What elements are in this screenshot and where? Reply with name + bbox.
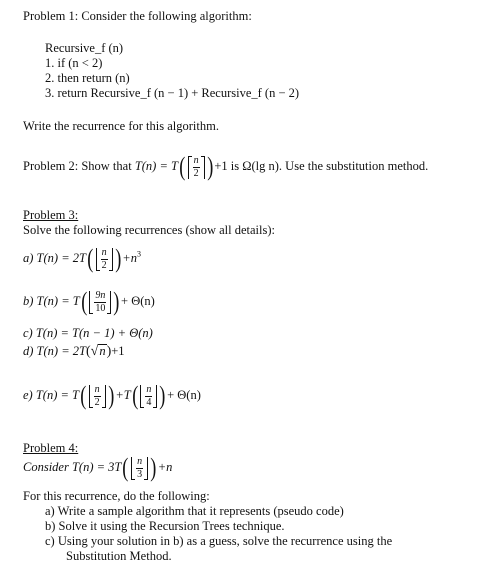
recurrence-d: d) T(n) = 2T(√n)+1 [23,344,125,359]
recurrence-d-lhs: d) T(n) = 2T [23,344,86,358]
recurrence-b: b) T(n) = T( $\frac{9n}{10}$ )+ Θ(n) [23,287,155,316]
problem-2-label: Problem 2: Show that [23,158,135,173]
recurrence-e-den-1: 2 [94,396,100,408]
recurrence-d-tail: +1 [111,344,125,358]
recurrence-a: a) T(n) = 2T( $\frac{n}{2}$ )$+n^3$ [23,244,141,273]
algorithm-line-1: 1. if (n < 2) [45,56,103,70]
recurrence-a-num: n [101,246,107,258]
problem-4-den: 3 [137,468,143,480]
problem-4-num: n [137,455,143,467]
problem-3-intro: Solve the following recurrences (show all details): [23,223,276,237]
recurrence-e-lhs: e) T(n) = T [23,387,79,402]
recurrence-e-num-2: n [146,383,152,395]
problem-4-title: Problem 4: [23,441,79,455]
algorithm-name: Recursive_f (n) [45,41,124,55]
problem-4-intro: For this recurrence, do the following: [23,489,210,503]
problem-3-title: Problem 3: [23,208,79,222]
problem-4-task-b: b) Solve it using the Recursion Trees technique. [45,519,285,533]
recurrence-e-tail: + Θ(n) [167,387,201,402]
problem-2-tail: +1 is Ω(lg n). Use the substitution method. [214,158,429,173]
recurrence-e-mid: +T [115,387,131,402]
algorithm-line-2: 2. then return (n) [45,71,130,85]
problem-4-lhs: Consider T(n) = 3T [23,459,122,474]
recurrence-e-num-1: n [94,383,100,395]
recurrence-b-lhs: b) T(n) = T [23,293,80,308]
recurrence-a-den: 2 [101,259,107,271]
recurrence-c: c) T(n) = T(n − 1) + Θ(n) [23,326,153,340]
problem-4-recurrence: Consider T(n) = 3T( $\frac{n}{3}$ )+n [23,453,173,482]
problem-2-statement: Problem 2: Show that T(n) = T( $\frac{n}{2}$ )+1 is Ω(lg n). Use the substitution method. [23,152,429,181]
problem-4-tail: +n [157,459,173,474]
recurrence-a-exponent: 3 [136,249,141,259]
problem-4-task-c-cont: Substitution Method. [66,549,172,563]
recurrence-b-den: 10 [95,302,106,314]
recurrence-e: e) T(n) = T( $\frac{n}{2}$ )+T( $\frac{n}{4}$ )+ Θ(n) [23,381,201,410]
recurrence-b-num: 9n [95,289,106,301]
problem-4-task-a: a) Write a sample algorithm that it represents (pseudo code) [45,504,344,518]
recurrence-d-radicand: n [99,344,106,358]
problem-2-lhs: T(n) = T [134,158,178,173]
problem-1-title: Problem 1: Consider the following algorithm: [23,9,252,23]
recurrence-e-den-2: 4 [146,396,152,408]
algorithm-line-3: 3. return Recursive_f (n − 1) + Recursive_f (n − 2) [45,86,300,100]
recurrence-a-tail: +n [122,250,137,265]
problem-2-denominator: 2 [193,167,199,179]
problem-4-task-c: c) Using your solution in b) as a guess, solve the recurrence using the [45,534,393,548]
problem-1-question: Write the recurrence for this algorithm. [23,119,219,133]
recurrence-a-lhs: a) T(n) = 2T [23,250,86,265]
problem-2-numerator: n [193,154,199,166]
recurrence-b-tail: + Θ(n) [121,293,155,308]
